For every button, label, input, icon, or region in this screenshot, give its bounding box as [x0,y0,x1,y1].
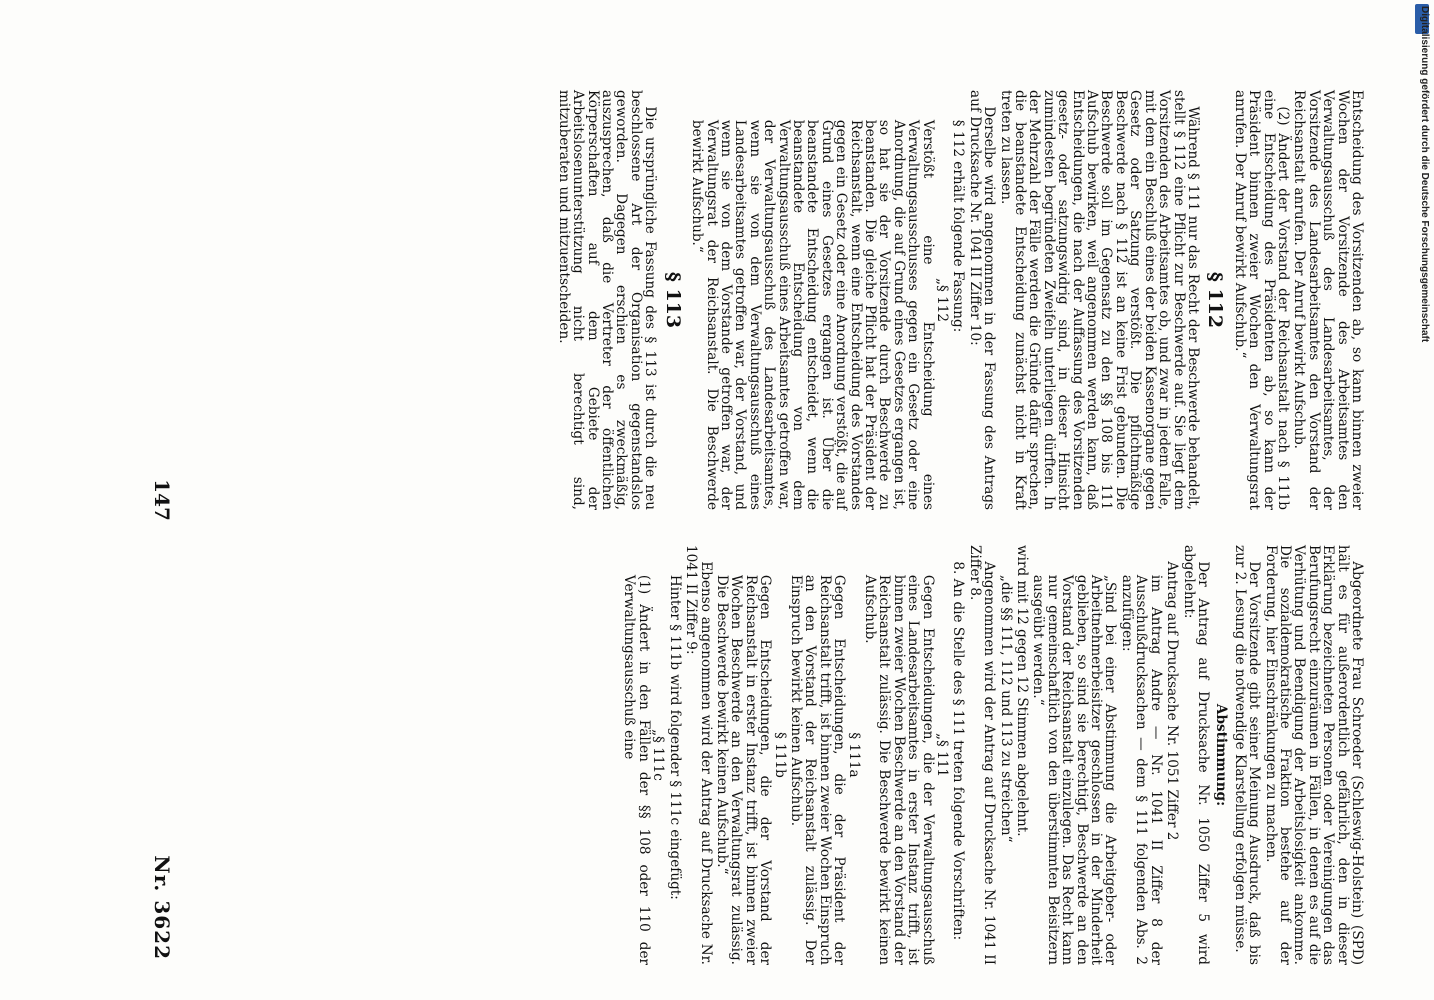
right-paragraph: „§ 112 [934,277,951,323]
left-paragraph: „§ 111c [650,729,667,781]
left-paragraph: Angenommen wird der Antrag auf Drucksache Nr. 1041 II Ziffer 8. [966,545,998,965]
left-paragraph: wird mit 12 gegen 12 Stimmen abgelehnt. [1014,545,1031,837]
left-paragraph: 8. An die Stelle des § 111 treten folgende Vorschriften: [950,561,967,941]
left-paragraph: Ebenso angenommen wird der Antrag auf Drucksache Nr. 1041 II Ziffer 9: [683,545,714,965]
left-paragraph: Abstimmung: [1213,703,1230,807]
left-text-column [620,545,1364,965]
left-paragraph: „die §§ 111, 112 und 113 zu streichen“ [997,574,1014,843]
digitization-credit-text: Digitalisierung gefördert durch die Deutsche Forschungsgemeinschaft [1419,6,1430,343]
right-paragraph: Verstößt eine Entscheidung eines Verwaltungsausschusses gegen ein Gesetz oder eine Anordnung, die auf Grund eines Gesetzes ergangen ist, so hat sie der Vorsitzende durch Beschwerde zu beanstanden. Die gleiche Pflicht hat der Präsident der Reichsanstalt, wenn eine Entscheidung des Vorstandes gegen ein Gesetz oder eine Anordnung verstößt, die auf Grund eines Gesetzes ergangen ist. Über die beanstandete Entscheidung entscheidet, wenn die beanstandete Entscheidung von dem Verwaltungsausschuß eines Arbeitsamtes getroffen war, der Verwaltungsausschuß des Landesarbeitsamtes, wenn sie von dem Verwaltungsausschuß eines Landesarbeitsamtes getroffen war, der Vorstand, und wenn sie von dem Vorstande getroffen war, der Verwaltungsrat der Reichsanstalt. Die Beschwerde bewirkt Aufschub.“ [689,119,936,510]
digitization-credit [1413,6,1431,706]
right-paragraph: § 112 erhält folgende Fassung: [950,119,967,333]
left-paragraph: Der Vorsitzende gibt seiner Meinung Ausdruck, daß bis zur 2. Lesung die notwendige Klarstellung erfolgen müsse. [1231,545,1263,965]
right-paragraph: § 113 [661,271,684,329]
left-paragraph: Antrag auf Drucksache Nr. 1051 Ziffer 2 [1164,561,1181,841]
left-paragraph: Gegen Entscheidungen, die der Vorstand der Reichsanstalt in erster Instanz trifft, ist binnen zweier Wochen Beschwerde an den Verwaltungsrat zulässig. Die Beschwerde bewirkt keinen Aufschub.“ [713,574,774,965]
left-paragraph: § 111b [771,732,788,778]
left-paragraph: „§ 111 [934,732,951,778]
left-paragraph: Abgeordnete Frau Schroeder (Schleswig-Holstein) (SPD) hält es für außerordentlich gefährlich, den in dieser Erklärung bezeichneten Personen oder Vereinigungen das Berufungsrecht einzuräumen in Fällen, in denen es auf die Verhütung und Beendigung der Arbeitslosigkeit ankomme. Die sozialdemokratische Fraktion bestehe auf der Forderung, hier Einschränkungen zu machen. [1262,545,1365,965]
left-paragraph: (1) Ändert in den Fällen der §§ 108 oder 110 der Verwaltungsausschuß eine [621,574,652,965]
right-text-column [554,90,1364,510]
right-paragraph: Die ursprüngliche Fassung des § 113 ist durch die neu beschlossene Art der Organisation gegenstandslos geworden. Dagegen erschien es zweckmäßig, auszusprechen, daß die Vertreter der öffentlichen Körperschaften auf dem Gebiete der Arbeitslosenunterstützung nicht berechtigt sind, mitzuberaten und mitzuentscheiden. [555,90,659,510]
left-paragraph: „Sind bei einer Abstimmung die Arbeitgeber- oder Arbeitnehmerbeisitzer geschlossen in der Minderheit geblieben, so sind sie berechtigt, Beschwerde an den Vorstand der Reichsanstalt einzulegen. Das Recht kann nur gemeinschaftlich von den überstimmten Beisitzern ausgeübt werden.“ [1030,574,1119,965]
right-paragraph: Derselbe wird angenommen in der Fassung des Antrags auf Drucksache Nr. 1041 II Ziffer 10: [966,90,998,510]
page-number: 147 [150,479,174,521]
left-paragraph: Gegen Entscheidungen, die der Präsident der Reichsanstalt trifft, ist binnen zweier Wochen Einspruch an den Vorstand der Reichsanstalt zulässig. Der Einspruch bewirkt keinen Aufschub. [787,574,848,965]
right-paragraph: § 112 [1204,271,1227,329]
left-paragraph: Der Antrag auf Drucksache Nr. 1050 Ziffer 5 wird abgelehnt: [1180,545,1211,965]
right-paragraph: (2) Ändert der Vorstand der Reichsanstalt nach § 111b eine Entscheidung des Präsidenten ab, so kann der Präsident binnen zweier Wochen den Verwaltungsrat anrufen. Der Anruf bewirkt Aufschub.“ [1231,90,1291,510]
document-number: Nr. 3622 [150,855,174,960]
right-paragraph: Entscheidung des Vorsitzenden ab, so kann binnen zweier Wochen der Vorsitzende des Arbeitsamtes den Verwaltungsausschuß des Landesarbeitsamtes, der Vorsitzende des Landesarbeitsamtes den Vorstand der Reichsanstalt anrufen. Der Anruf bewirkt Aufschub. [1291,90,1365,510]
right-paragraph: Während § 111 nur das Recht der Beschwerde behandelt, stellt § 112 eine Pflicht zur Beschwerde auf. Sie liegt dem Vorsitzenden des Arbeitsamtes ob, und zwar in jedem Falle, mit dem ein Beschluß eines der beiden Kassenorgane gegen Gesetz oder Satzung verstößt. Die pflichtmäßige Beschwerde nach § 112 ist an keine Frist gebunden. Die Beschwerde soll im Gegensatz zu den §§ 108 bis 111 Aufschub bewirken, weil angenommen werden kann, daß Entscheidungen, die nach der Auffassung des Vorsitzenden gesetz- oder satzungswidrig sind, in dieser Hinsicht zumindesten begründeten Zweifeln unterliegen dürften. In der Mehrzahl der Fälle werden die Gründe dafür sprechen, die beanstandete Entscheidung zunächst nicht in Kraft treten zu lassen. [997,90,1201,510]
left-paragraph: Hinter § 111b wird folgender § 111c eingefügt: [666,574,683,900]
left-paragraph: im Antrag Andre — Nr. 1041 II Ziffer 8 der Ausschußdrucksachen — dem § 111 folgenden Abs. 2 anzufügen: [1118,574,1164,965]
left-paragraph: Gegen Entscheidungen, die der Verwaltungsausschuß eines Landesarbeitsamtes in erster Instanz trifft, ist binnen zweier Wochen Beschwerde an den Vorstand der Reichsanstalt zulässig. Die Beschwerde bewirkt keinen Aufschub. [862,574,936,965]
left-paragraph: § 111a [845,732,862,778]
